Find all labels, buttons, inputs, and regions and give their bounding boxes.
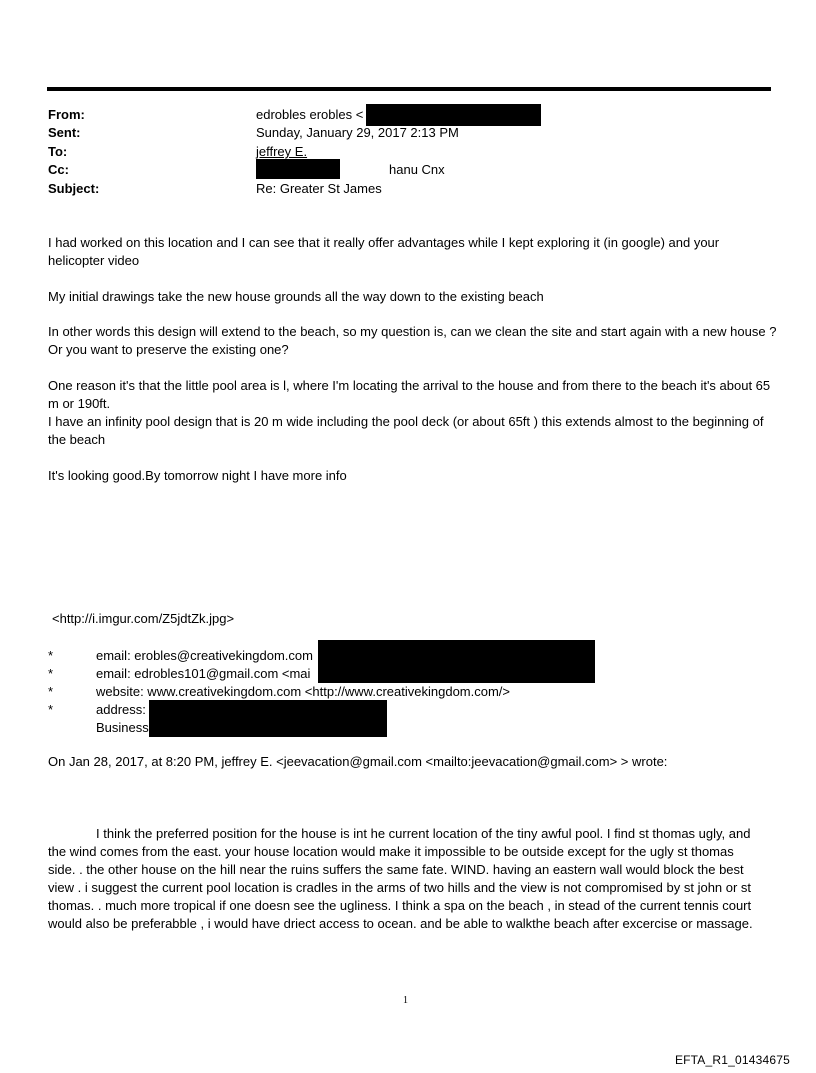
to-label: To: — [48, 144, 68, 159]
image-link[interactable]: <http://i.imgur.com/Z5jdtZk.jpg> — [52, 611, 235, 626]
bullet-marker: * — [48, 648, 54, 663]
subject-value: Re: Greater St James — [256, 181, 382, 196]
cc-value: hanu Cnx — [389, 162, 445, 177]
body-paragraph-1: I had worked on this location and I can see that it really offer advantages while I kept exploring it (in google) and your helicopter video — [48, 235, 720, 268]
page-number: 1 — [403, 995, 408, 1006]
signature-email-2[interactable]: email: edrobles101@gmail.com <mai — [96, 666, 311, 681]
quote-text: I think the preferred position for the house is int he current location of the tiny awful pool. I find st thomas ugly, and the wind comes from the east. your house location would make it impossible to be outside except for the ugly st thomas side. . the other house on the hill near the ruins suffers the same fate. WIND. having an eastern wall would block the best view . i suggest the current pool location is cradles in the arms of two hills and the view is not compromised by st john or st thomas. . much more tropical if one doesn see the ugliness. I think a spa on the beach , in stead of the current tennis court would also be preferabble , i would have driect access to ocean. and be able to walkthe beach after excercise or massage. — [48, 826, 753, 931]
bullet-marker: * — [48, 684, 54, 699]
body-paragraph-4a: One reason it's that the little pool area is l, where I'm locating the arrival to the house and from there to the beach it's about 65 m or 190ft. — [48, 378, 771, 411]
signature-email-1[interactable]: email: erobles@creativekingdom.com — [96, 648, 313, 663]
redaction-from — [366, 104, 541, 126]
body-paragraph-5: It's looking good.By tomorrow night I have more info — [48, 468, 347, 483]
body-paragraph-2: My initial drawings take the new house grounds all the way down to the existing beach — [48, 289, 544, 304]
signature-website[interactable]: website: www.creativekingdom.com <http://www.creativekingdom.com/> — [96, 684, 511, 699]
sent-label: Sent: — [48, 125, 81, 140]
body-paragraph-4b: I have an infinity pool design that is 20 m wide including the pool deck (or about 65ft ) this extends almost to the beginning of the beach — [48, 414, 764, 447]
to-value[interactable]: jeffrey E. — [256, 144, 308, 159]
bullet-marker: * — [48, 702, 54, 717]
cc-label: Cc: — [48, 162, 69, 177]
subject-label: Subject: — [48, 181, 100, 196]
from-value: edrobles erobles < — [256, 107, 364, 122]
bullet-marker: * — [48, 666, 54, 681]
signature-address-label: address: — [96, 702, 146, 717]
sent-value: Sunday, January 29, 2017 2:13 PM — [256, 125, 459, 140]
redaction-address — [149, 700, 387, 737]
bates-number: EFTA_R1_01434675 — [674, 1053, 790, 1067]
quote-intro: On Jan 28, 2017, at 8:20 PM, jeffrey E. <jeevacation@gmail.com <mailto:jeevacation@gmail.com> > wrote: — [48, 754, 668, 769]
body-paragraph-3: In other words this design will extend to the beach, so my question is, can we clean the site and start again with a new house ? Or you want to preserve the existing one? — [48, 324, 777, 357]
from-label: From: — [48, 107, 85, 122]
header-rule — [47, 87, 771, 91]
redaction-emails — [318, 640, 595, 683]
signature-business-label: Business — [96, 720, 149, 735]
redaction-cc — [256, 159, 340, 179]
